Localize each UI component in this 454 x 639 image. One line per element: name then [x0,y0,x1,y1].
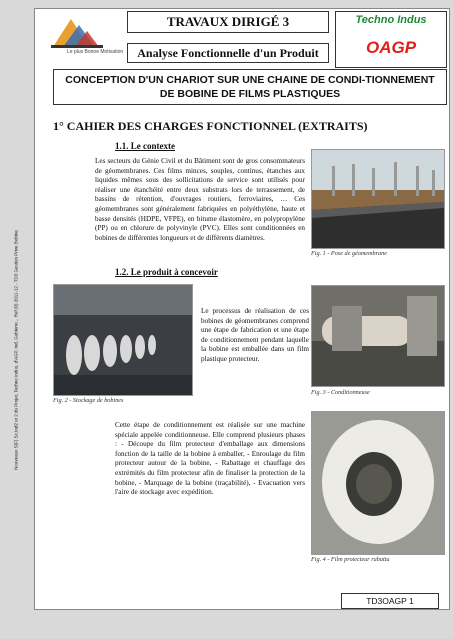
figure-2-caption: Fig. 2 - Stockage de bobines [53,397,124,404]
figure-3-caption: Fig. 3 - Conditionneuse [311,389,370,396]
figure-3-image [311,285,445,387]
conditioning-paragraph: Cette étape de conditionnement est réalisée sur une machine spéciale appelée conditionneuse. Elle comprend plusieurs phases : - Découpe du film protecteur d'emballage aux dimensions fonction de la taille de la bobine à emballer, - Enroulage du film protecteur autour de la bobine, - Rabattage et chauffage des extrémités du film protecteur afin de finaliser la protection de la bobine, - Marquage de la bobine (traçabilité), - Evacuation vers l'aire de stockage avec expédition. [115,421,305,497]
subsection-title-context: 1.1. Le contexte [115,141,175,151]
conditioning-machine-icon [312,286,444,386]
figure-2-image [53,284,193,396]
figure-1-image [311,149,445,249]
figure-4-image [311,411,445,555]
brand-bottom: OAGP [365,38,417,57]
logo-label: Le plus Bonne Motivation [67,49,124,55]
storage-photo-icon [54,285,192,395]
brand-box [335,11,447,68]
logo-icon [49,15,129,49]
vertical-margin-label: Nouveaux S(F) Sc.Ind2 et 2 du Projet, Techno Indus, d'AGP, Ind. Gobierre... Ref (0) 2011-12 - TD3 Gestion Prive Bobine [13,230,19,470]
document-page [34,8,450,610]
product-paragraph: Le processus de réalisation de ces bobines de géomembranes comprend une étape de fabrication et une étape de conditionnement pendant laquelle la bobine est emballée dans un film plastique protecteur. [201,307,309,363]
page-footer: TD3OAGP 1 [341,593,439,609]
vertical-margin-text [4,70,28,630]
school-logo [49,15,129,61]
page-subtitle: Analyse Fonctionnelle d'un Produit [127,43,329,63]
context-paragraph: Les secteurs du Génie Civil et du Bâtiment sont de gros consommateurs de géomembranes. Ces films minces, souples, continus, étanches aux liquides mêmes sous des sollicitations de service sont utilisés pour réaliser une étanchéité entre deux substrats lors de terrassement, de bassins de rétention, d'ouvrages routiers, ferroviaires, … Ces géomembranes sont généralement fabriquées en polyéthylène, haute et basse densités (HDPE, VFPE), en bitume élastomère, en polypropylène (PP) ou en chlorure de polyvinyle (PVC). Elles sont conditionnées en bobines de différentes longueurs et de différents diamètres. [95,157,305,242]
document-title: CONCEPTION D'UN CHARIOT SUR UNE CHAINE DE CONDI-TIONNEMENT DE BOBINE DE FILMS PLASTIQUES [53,69,447,105]
brand-top: Techno Indus [355,14,427,26]
figure-1-caption: Fig. 1 - Pose de géomembrane [311,250,387,257]
geomembrane-photo-icon [312,150,444,248]
figure-4-caption: Fig. 4 - Film protecteur rabattu [311,556,390,563]
section-heading: 1° CAHIER DES CHARGES FONCTIONNEL (EXTRAITS) [53,119,368,133]
page-title: TRAVAUX DIRIGÉ 3 [127,11,329,33]
subsection-title-product: 1.2. Le produit à concevoir [115,267,218,277]
protective-film-icon [312,412,444,554]
